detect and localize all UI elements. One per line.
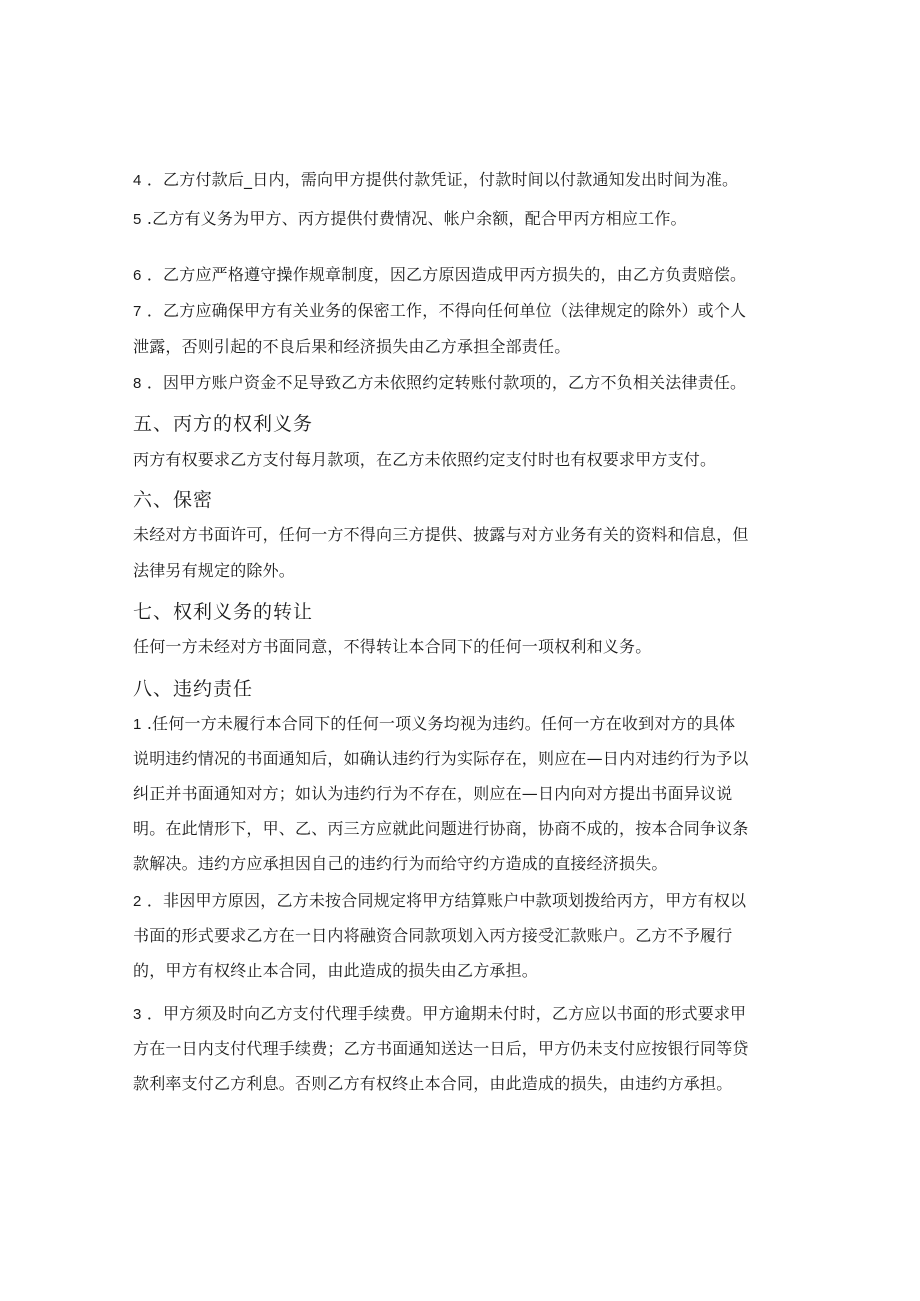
clause-text: .任何一方未履行本合同下的任何一项义务均视为违约。任何一方在收到对方的具体 (146, 714, 736, 733)
section-5-body: 丙方有权要求乙方支付每月款项，在乙方未依照约定支付时也有权要求甲方支付。 (133, 450, 717, 469)
section-8-heading: 八、违约责任 (133, 678, 254, 700)
violation-clause-2-line: 书面的形式要求乙方在一日内将融资合同款项划入丙方接受汇款账户。乙方不予履行 (133, 926, 733, 945)
clause-text: 泄露，否则引起的不良后果和经济损失由乙方承担全部责任。 (133, 337, 571, 356)
violation-clause-1-line: 说明违约情况的书面通知后，如确认违约行为实际存在，则应在—日内对违约行为予以 (133, 749, 749, 768)
clause-6 (133, 264, 783, 287)
clause-text: ．甲方须及时向乙方支付代理手续费。甲方逾期未付时，乙方应以书面的形式要求甲 (146, 1004, 747, 1023)
clause-text: ．非因甲方原因，乙方未按合同规定将甲方结算账户中款项划拨给丙方，甲方有权以 (146, 891, 747, 910)
clause-8 (133, 372, 783, 395)
clause-text: ．乙方应严格遵守操作规章制度，因乙方原因造成甲丙方损失的，由乙方负责赔偿。 (146, 265, 747, 284)
clause-7 (133, 300, 783, 323)
violation-clause-3-line: 方在一日内支付代理手续费；乙方书面通知送达一日后，甲方仍未支付应按银行同等贷 (133, 1039, 749, 1058)
clause-number: 2 (133, 893, 142, 910)
clause-text: ．因甲方账户资金不足导致乙方未依照约定转账付款项的，乙方不负相关法律责任。 (146, 373, 747, 392)
section-6-line: 法律另有规定的除外。 (133, 561, 296, 580)
clause-number: 3 (133, 1006, 142, 1023)
section-6-heading: 六、保密 (133, 489, 214, 511)
clause-number: 1 (133, 716, 142, 733)
clause-number: 7 (133, 303, 142, 320)
clause-number: 6 (133, 267, 142, 284)
clause-number: 8 (133, 375, 142, 392)
violation-clause-1-line: 明。在此情形下，甲、乙、丙三方应就此问题进行协商，协商不成的，按本合同争议条 (133, 819, 749, 838)
clause-number: 4 (133, 172, 142, 189)
violation-clause-2 (133, 890, 783, 913)
violation-clause-3 (133, 1003, 783, 1026)
section-6-line: 未经对方书面许可，任何一方不得向三方提供、披露与对方业务有关的资料和信息，但 (133, 525, 749, 544)
violation-clause-1 (133, 713, 783, 736)
violation-clause-1-line: 纠正并书面通知对方；如认为违约行为不存在，则应在—日内向对方提出书面异议说 (133, 784, 733, 803)
clause-text: ．乙方付款后_日内，需向甲方提供付款凭证，付款时间以付款通知发出时间为准。 (146, 170, 739, 189)
section-7-body: 任何一方未经对方书面同意，不得转让本合同下的任何一项权利和义务。 (133, 637, 652, 656)
clause-5 (133, 208, 783, 231)
section-5-heading: 五、丙方的权利义务 (133, 413, 314, 435)
clause-4 (133, 169, 783, 192)
clause-text: ．乙方应确保甲方有关业务的保密工作，不得向任何单位（法律规定的除外）或个人 (146, 301, 747, 320)
violation-clause-1-line: 款解决。违约方应承担因自己的违约行为而给守约方造成的直接经济损失。 (133, 854, 668, 873)
clause-number: 5 (133, 211, 142, 228)
section-7-heading: 七、权利义务的转让 (133, 601, 314, 623)
violation-clause-3-line: 款利率支付乙方利息。否则乙方有权终止本合同，由此造成的损失，由违约方承担。 (133, 1074, 733, 1093)
clause-7-continuation (133, 336, 783, 358)
clause-text: .乙方有义务为甲方、丙方提供付费情况、帐户余额，配合甲丙方相应工作。 (146, 209, 687, 228)
violation-clause-2-line: 的，甲方有权终止本合同，由此造成的损失由乙方承担。 (133, 961, 539, 980)
